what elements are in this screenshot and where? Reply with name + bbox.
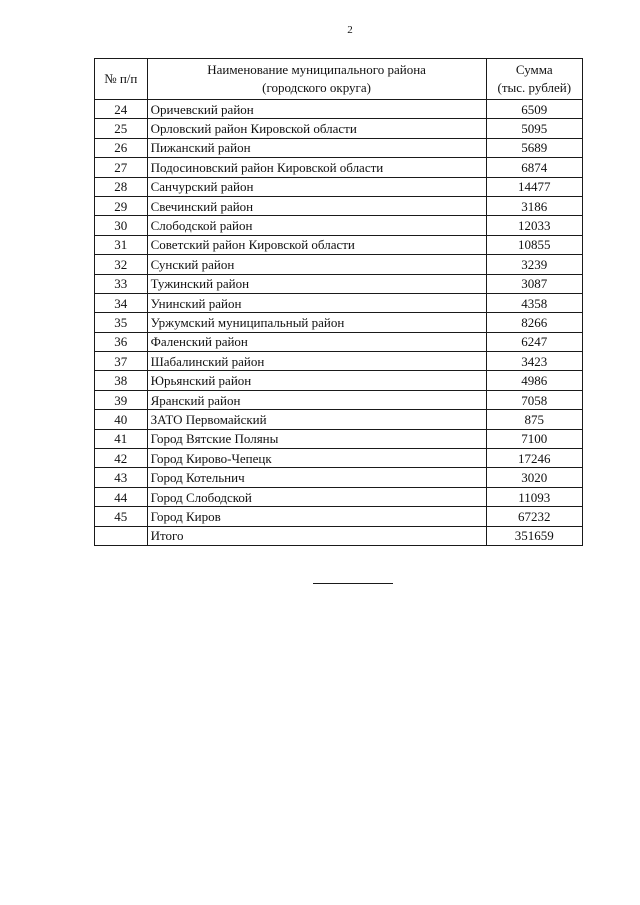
row-sum: 7058 <box>486 390 582 409</box>
row-sum: 4986 <box>486 371 582 390</box>
row-name: Город Слободской <box>147 487 486 506</box>
row-num: 33 <box>95 274 148 293</box>
table-row <box>95 138 583 157</box>
table-row <box>95 255 583 274</box>
table-row <box>95 332 583 351</box>
row-name: Оричевский район <box>147 100 486 119</box>
row-name: Юрьянский район <box>147 371 486 390</box>
table-row <box>95 216 583 235</box>
row-sum: 7100 <box>486 429 582 448</box>
row-sum: 4358 <box>486 293 582 312</box>
row-name: Сунский район <box>147 255 486 274</box>
row-sum: 14477 <box>486 177 582 196</box>
page-number: 2 <box>347 24 353 36</box>
table-row <box>95 119 583 138</box>
row-num: 27 <box>95 158 148 177</box>
row-name: Слободской район <box>147 216 486 235</box>
row-sum: 12033 <box>486 216 582 235</box>
row-sum: 67232 <box>486 507 582 526</box>
row-num: 28 <box>95 177 148 196</box>
table-row <box>95 468 583 487</box>
header-name <box>147 59 486 100</box>
row-name: Санчурский район <box>147 177 486 196</box>
table-row <box>95 313 583 332</box>
table-row <box>95 177 583 196</box>
row-num: 37 <box>95 352 148 371</box>
row-num: 29 <box>95 196 148 215</box>
row-sum: 3087 <box>486 274 582 293</box>
row-sum: 3186 <box>486 196 582 215</box>
row-sum: 3423 <box>486 352 582 371</box>
total-sum: 351659 <box>486 526 582 545</box>
row-sum: 6874 <box>486 158 582 177</box>
table-row <box>95 429 583 448</box>
row-sum: 10855 <box>486 235 582 254</box>
row-num: 39 <box>95 390 148 409</box>
table-row <box>95 390 583 409</box>
row-num: 26 <box>95 138 148 157</box>
row-sum: 6509 <box>486 100 582 119</box>
row-num: 40 <box>95 410 148 429</box>
row-sum: 11093 <box>486 487 582 506</box>
row-name: Свечинский район <box>147 196 486 215</box>
row-num: 36 <box>95 332 148 351</box>
row-num: 41 <box>95 429 148 448</box>
row-name: Город Котельнич <box>147 468 486 487</box>
row-name: Яранский район <box>147 390 486 409</box>
row-sum: 3239 <box>486 255 582 274</box>
table-row <box>95 293 583 312</box>
closing-separator-line <box>313 583 393 584</box>
row-sum: 17246 <box>486 449 582 468</box>
header-name-line2: (городского округа) <box>262 80 371 95</box>
table-row <box>95 507 583 526</box>
table-row <box>95 371 583 390</box>
row-name: Фаленский район <box>147 332 486 351</box>
table-row <box>95 274 583 293</box>
allocation-table <box>94 58 583 546</box>
row-name: Тужинский район <box>147 274 486 293</box>
table-row <box>95 410 583 429</box>
row-num: 42 <box>95 449 148 468</box>
row-sum: 5095 <box>486 119 582 138</box>
row-name: Унинский район <box>147 293 486 312</box>
row-name: Орловский район Кировской области <box>147 119 486 138</box>
row-num: 30 <box>95 216 148 235</box>
row-name: ЗАТО Первомайский <box>147 410 486 429</box>
row-sum: 6247 <box>486 332 582 351</box>
row-sum: 875 <box>486 410 582 429</box>
table-row <box>95 158 583 177</box>
total-label: Итого <box>147 526 486 545</box>
row-name: Советский район Кировской области <box>147 235 486 254</box>
row-num: 32 <box>95 255 148 274</box>
row-num: 44 <box>95 487 148 506</box>
row-name: Шабалинский район <box>147 352 486 371</box>
row-num: 38 <box>95 371 148 390</box>
header-sum <box>486 59 582 100</box>
row-num: 43 <box>95 468 148 487</box>
row-num: 25 <box>95 119 148 138</box>
total-row <box>95 526 583 545</box>
header-sum-line1: Сумма <box>515 61 553 77</box>
row-name: Пижанский район <box>147 138 486 157</box>
header-sum-line2: (тыс. рублей) <box>497 80 572 95</box>
row-name: Город Киров <box>147 507 486 526</box>
table-row <box>95 235 583 254</box>
row-num: 34 <box>95 293 148 312</box>
row-sum: 8266 <box>486 313 582 332</box>
row-num: 24 <box>95 100 148 119</box>
table-row <box>95 196 583 215</box>
table-row <box>95 100 583 119</box>
row-sum: 5689 <box>486 138 582 157</box>
row-num: 31 <box>95 235 148 254</box>
header-num: № п/п <box>95 59 148 100</box>
table-row <box>95 352 583 371</box>
row-name: Город Кирово-Чепецк <box>147 449 486 468</box>
row-name: Уржумский муниципальный район <box>147 313 486 332</box>
row-name: Город Вятские Поляны <box>147 429 486 448</box>
table-row <box>95 449 583 468</box>
row-num: 35 <box>95 313 148 332</box>
table-header-row <box>95 59 583 100</box>
header-name-line1: Наименование муниципального района <box>207 61 426 77</box>
table-row <box>95 487 583 506</box>
total-num <box>95 526 148 545</box>
row-num: 45 <box>95 507 148 526</box>
row-sum: 3020 <box>486 468 582 487</box>
row-name: Подосиновский район Кировской области <box>147 158 486 177</box>
